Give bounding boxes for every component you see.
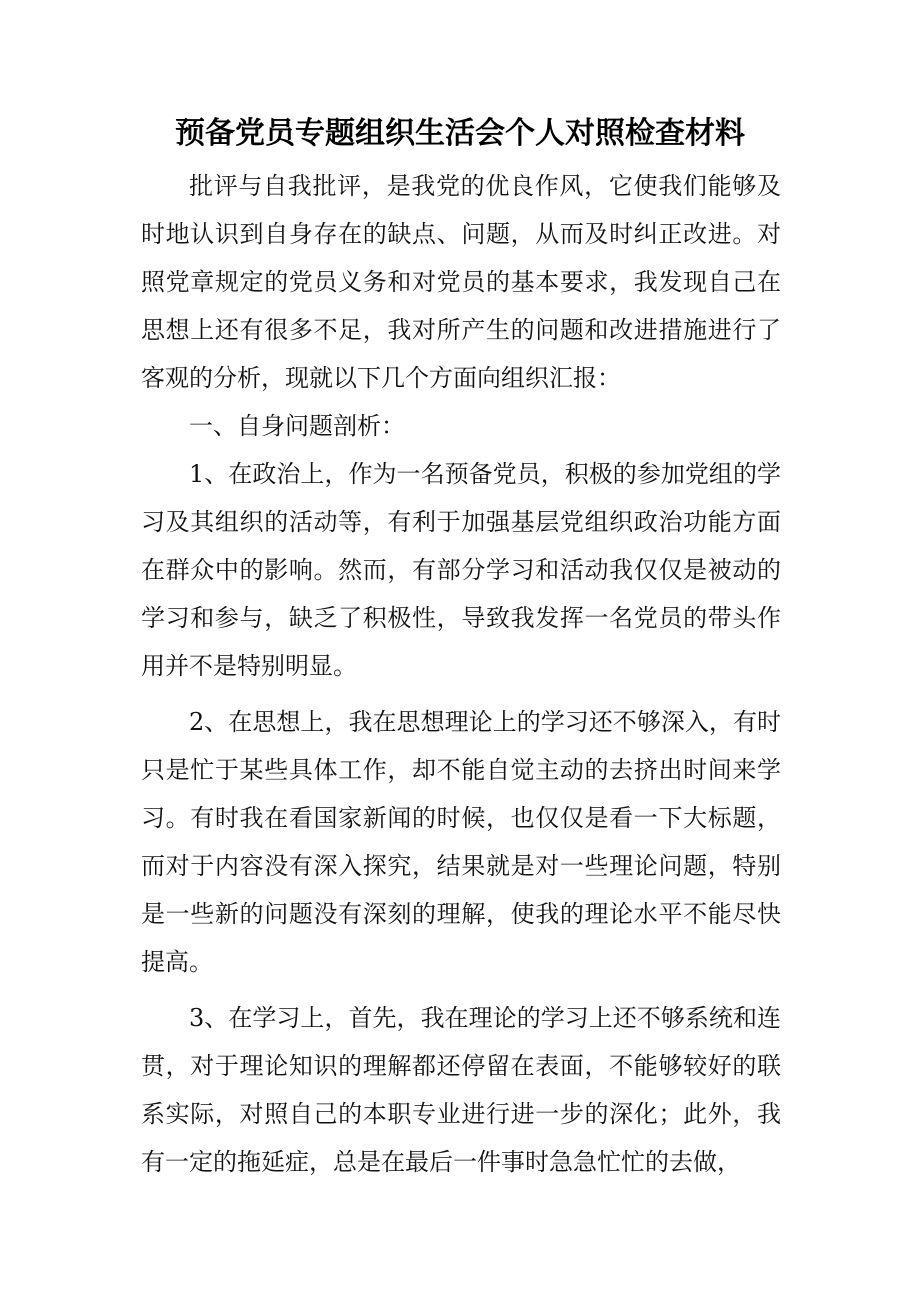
- paragraph-study: 3、在学习上，首先，我在理论的学习上还不够系统和连贯，对于理论知识的理解都还停留在表面，不能够较好的联系实际，对照自己的本职专业进行进一步的深化；此外，我有一定的拖延症，总是在最后一件事时急急忙忙的去做，: [141, 1004, 781, 1176]
- section-heading: 一、自身问题剖析：: [189, 412, 405, 440]
- paragraph-intro: 批评与自我批评，是我党的优良作风，它使我们能够及时地认识到自身存在的缺点、问题，从而及时纠正改进。对照党章规定的党员义务和对党员的基本要求，我发现自己在思想上还有很多不足，我对所产生的问题和改进措施进行了客观的分析，现就以下几个方面向组织汇报：: [141, 172, 781, 392]
- paragraph-ideological: 2、在思想上，我在思想理论上的学习还不够深入，有时只是忙于某些具体工作，却不能自觉主动的去挤出时间来学习。有时我在看国家新闻的时候，也仅仅是看一下大标题，而对于内容没有深入探究，结果就是对一些理论问题，特别是一些新的问题没有深刻的理解，使我的理论水平不能尽快提高。: [141, 708, 781, 976]
- document-body: [141, 162, 781, 1186]
- paragraph-political: 1、在政治上，作为一名预备党员，积极的参加党组的学习及其组织的活动等，有利于加强基层党组织政治功能方面在群众中的影响。然而，有部分学习和活动我仅仅是被动的学习和参与，缺乏了积极性，导致我发挥一名党员的带头作用并不是特别明显。: [141, 460, 781, 680]
- document-title: 预备党员专题组织生活会个人对照检查材料: [175, 116, 745, 151]
